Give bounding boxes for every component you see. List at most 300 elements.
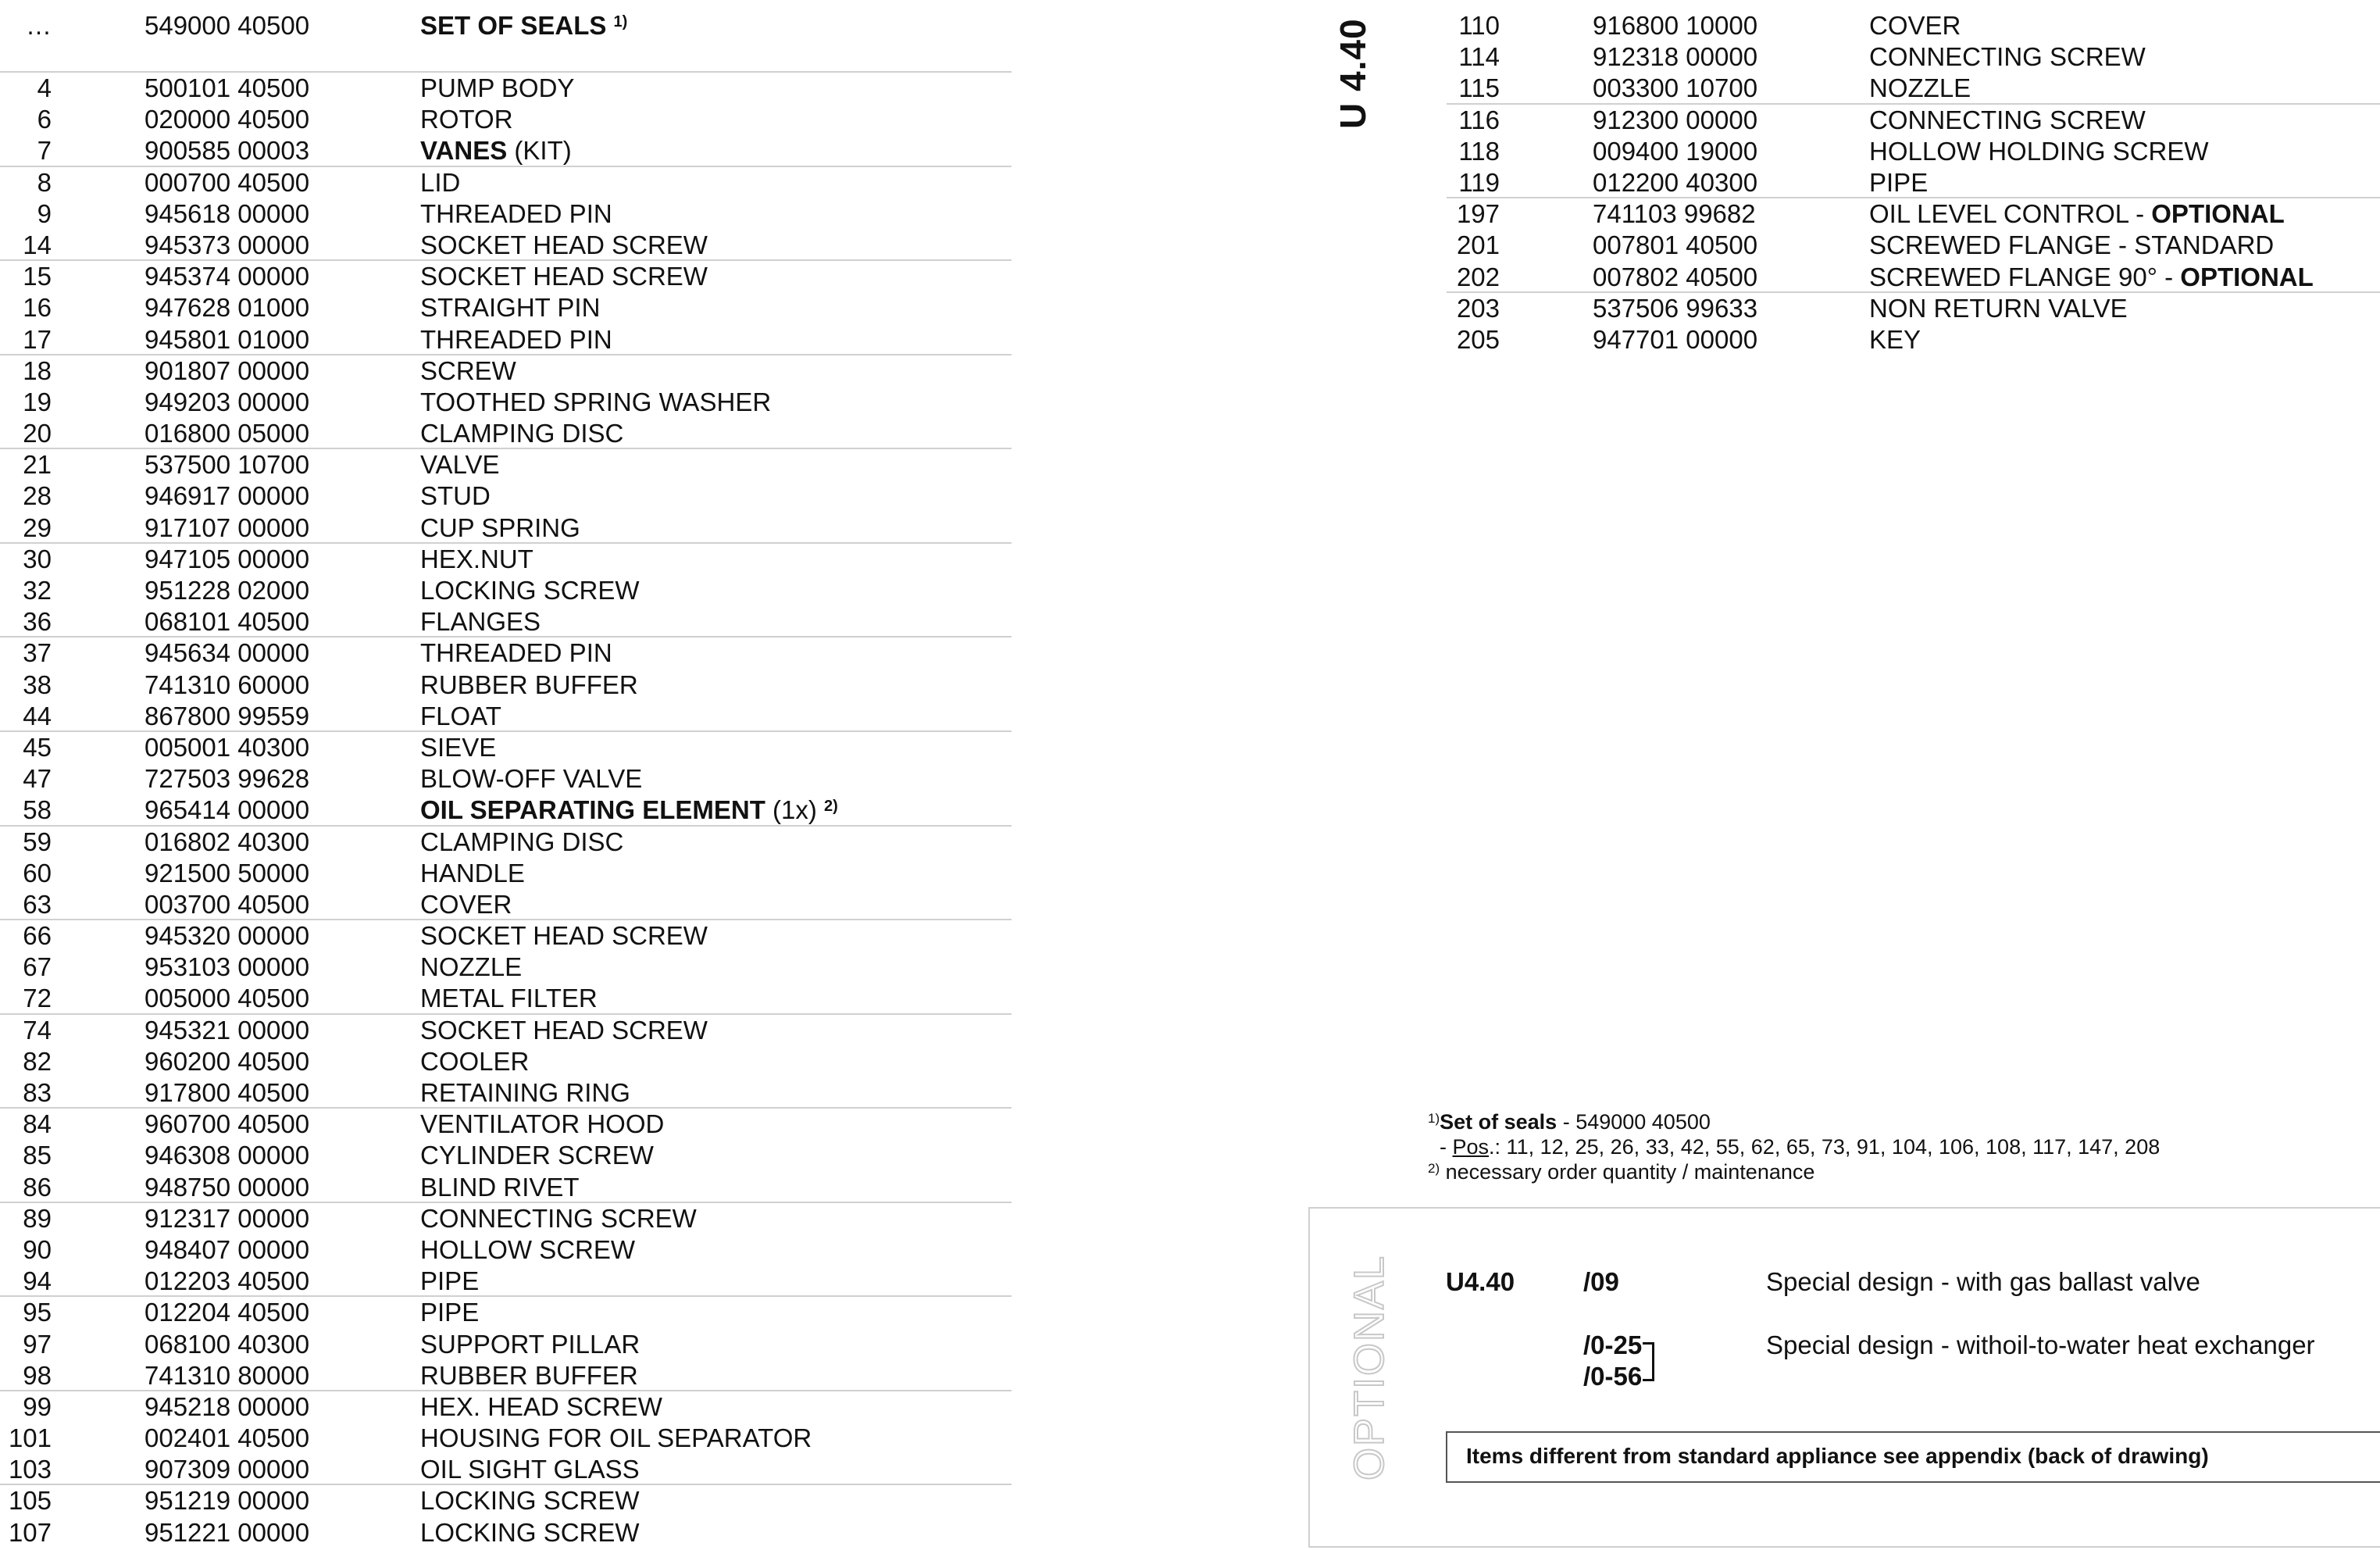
footnote-2: $^{2)}$ necessary order quantity / maintenance	[1428, 1160, 1815, 1184]
position-number: 89	[23, 1203, 52, 1233]
part-description-text: VALVE	[420, 450, 500, 480]
footnote-1-title: Set of seals	[1440, 1110, 1558, 1134]
part-number: 012200 40300	[1593, 167, 1758, 197]
position-number: 38	[23, 670, 52, 699]
part-description-text: RUBBER BUFFER	[420, 670, 638, 699]
part-number: 016802 40300	[145, 827, 310, 856]
part-description	[420, 1330, 640, 1359]
position-number: 8	[37, 167, 52, 197]
position-number: 44	[23, 701, 52, 730]
part-description-text: LOCKING SCREW	[420, 576, 640, 605]
part-description-text: THREADED PIN	[420, 198, 612, 228]
table-row	[0, 10, 1012, 73]
part-description-text: SOCKET HEAD SCREW	[420, 262, 708, 291]
part-description	[420, 1079, 630, 1107]
part-description-text: COVER	[420, 889, 512, 919]
position-number: 18	[23, 355, 52, 385]
part-description-bold: VANES	[420, 136, 508, 166]
table-row	[1447, 230, 2380, 261]
part-description	[420, 702, 501, 730]
position-number: 20	[23, 419, 52, 448]
table-row	[0, 1109, 1012, 1140]
part-description-text: HEX. HEAD SCREW	[420, 1391, 662, 1421]
part-description-text: NOZZLE	[1869, 73, 1971, 103]
table-row	[0, 230, 1012, 261]
table-row	[0, 795, 1012, 826]
part-description-text: COOLER	[420, 1046, 530, 1076]
part-description	[1869, 326, 1921, 354]
footnote-pos-label: Pos	[1452, 1135, 1490, 1159]
part-description	[420, 1298, 479, 1327]
part-description-text: SCREWED FLANGE - STANDARD	[1869, 230, 2275, 260]
table-row	[0, 1517, 1012, 1548]
part-number: 945374 00000	[145, 262, 310, 291]
part-number: 947628 01000	[145, 293, 310, 323]
part-description	[420, 1236, 635, 1264]
part-description	[420, 545, 533, 573]
part-description-text: CONNECTING SCREW	[420, 1203, 697, 1233]
part-description-text: PIPE	[1869, 167, 1929, 197]
part-description	[420, 357, 516, 385]
position-number: 201	[1456, 230, 1500, 260]
part-description	[1869, 138, 2209, 166]
table-row	[0, 1140, 1012, 1171]
part-description	[420, 828, 623, 856]
position-number: 114	[1458, 42, 1500, 72]
part-description	[420, 137, 572, 165]
part-number: 005001 40300	[145, 732, 310, 762]
part-description-text: (1x)	[765, 795, 817, 825]
table-row	[1447, 262, 2380, 293]
part-number: 912300 00000	[1593, 105, 1758, 134]
bracket-mark	[1643, 1342, 1654, 1381]
position-number: 103	[8, 1455, 52, 1484]
part-description-text: STRAIGHT PIN	[420, 293, 601, 323]
part-description	[420, 1362, 638, 1390]
part-description	[420, 105, 513, 134]
table-row	[0, 1297, 1012, 1328]
part-description	[420, 388, 771, 416]
part-number: 965414 00000	[145, 795, 310, 825]
part-description-text: CLAMPING DISC	[420, 827, 624, 856]
part-number: 020000 40500	[145, 105, 310, 134]
table-row	[1447, 167, 2380, 198]
part-number: 005000 40500	[145, 984, 310, 1013]
position-number: 98	[23, 1360, 52, 1390]
position-number: 16	[23, 293, 52, 323]
table-row	[1447, 73, 2380, 104]
part-description-text: HANDLE	[420, 858, 525, 888]
part-description-bold: SET OF SEALS	[420, 11, 607, 40]
table-row	[0, 952, 1012, 983]
part-description	[420, 262, 708, 291]
part-description	[420, 231, 708, 259]
position-number: 14	[23, 230, 52, 259]
part-description	[420, 891, 512, 919]
part-number: 946917 00000	[145, 481, 310, 511]
table-row	[0, 198, 1012, 230]
position-number: 90	[23, 1234, 52, 1264]
table-row	[0, 858, 1012, 889]
table-row	[0, 324, 1012, 355]
table-row	[0, 1485, 1012, 1516]
part-number: 945320 00000	[145, 921, 310, 951]
part-description	[1869, 74, 1971, 102]
part-number: 945618 00000	[145, 198, 310, 228]
table-row	[0, 701, 1012, 732]
table-row	[0, 418, 1012, 449]
position-number: 7	[37, 136, 52, 166]
part-description	[420, 1110, 664, 1138]
part-number: 953103 00000	[145, 952, 310, 982]
part-description	[1869, 12, 1961, 40]
optional-desc-gas-ballast: Special design - with gas ballast valve	[1766, 1267, 2200, 1296]
part-description	[420, 74, 574, 102]
part-description	[420, 639, 612, 667]
optional-code-0-56: /0-56	[1583, 1362, 1643, 1391]
part-description	[420, 1487, 640, 1515]
part-description	[420, 1016, 708, 1045]
position-number: 47	[23, 764, 52, 794]
optional-desc-heat-exchanger: Special design - withoil-to-water heat exchanger	[1766, 1330, 2315, 1359]
table-row	[1447, 136, 2380, 167]
part-number: 012203 40500	[145, 1266, 310, 1296]
position-number: 84	[23, 1109, 52, 1139]
part-description-text: HEX.NUT	[420, 544, 533, 573]
position-number: 72	[23, 984, 52, 1013]
table-row	[1447, 105, 2380, 136]
part-description-text: NOZZLE	[420, 952, 523, 982]
appendix-note: Items different from standard appliance see appendix (back of drawing)	[1466, 1444, 2209, 1468]
part-description	[1869, 295, 2128, 323]
position-number: 203	[1456, 293, 1500, 323]
part-description	[420, 577, 640, 605]
position-number: 86	[23, 1172, 52, 1202]
part-number: 917107 00000	[145, 512, 310, 542]
part-description-text: OIL LEVEL CONTROL -	[1869, 199, 2152, 229]
table-row	[0, 135, 1012, 166]
part-description	[420, 420, 623, 448]
table-row	[0, 606, 1012, 638]
position-number: 105	[8, 1486, 52, 1516]
part-number: 945321 00000	[145, 1015, 310, 1045]
position-number: 6	[37, 105, 52, 134]
part-description-bold: OIL SEPARATING ELEMENT	[420, 795, 765, 825]
part-description-text: PIPE	[420, 1266, 480, 1296]
table-row	[0, 670, 1012, 701]
position-number: 15	[23, 262, 52, 291]
position-number: 9	[37, 198, 52, 228]
part-description	[420, 765, 642, 793]
parts-list-left	[0, 10, 1012, 1548]
footnote-1-positions: - Pos.: 11, 12, 25, 26, 33, 42, 55, 62, 65, 73, 91, 104, 106, 108, 117, 147, 208	[1440, 1135, 2161, 1159]
table-row	[0, 292, 1012, 323]
table-row	[0, 1391, 1012, 1423]
position-number: 37	[23, 638, 52, 668]
part-description-text: PUMP BODY	[420, 73, 575, 102]
part-number: 951221 00000	[145, 1517, 310, 1547]
part-description-text: SIEVE	[420, 732, 497, 762]
part-description	[420, 1173, 580, 1202]
table-row	[0, 1203, 1012, 1234]
part-description-text: METAL FILTER	[420, 984, 598, 1013]
position-number: 107	[8, 1517, 52, 1547]
part-description-bold: OPTIONAL	[2180, 262, 2314, 291]
footnote-pos-list: .: 11, 12, 25, 26, 33, 42, 55, 62, 65, 73, 91, 104, 106, 108, 117, 147, 208	[1489, 1135, 2161, 1159]
appendix-note-box	[1446, 1431, 2380, 1483]
position-number: 110	[1458, 11, 1500, 40]
table-row	[0, 512, 1012, 544]
table-row	[0, 480, 1012, 512]
table-row	[1447, 293, 2380, 324]
part-number: 951219 00000	[145, 1486, 310, 1516]
part-number: 960200 40500	[145, 1046, 310, 1076]
table-row	[0, 1234, 1012, 1266]
part-number: 945218 00000	[145, 1391, 310, 1421]
part-description	[420, 1048, 529, 1076]
part-description	[1869, 263, 2314, 291]
part-number: 537506 99633	[1593, 293, 1758, 323]
part-number: 947701 00000	[1593, 324, 1758, 354]
part-description	[420, 1393, 662, 1421]
part-description-text: ROTOR	[420, 105, 513, 134]
part-description-bold: OPTIONAL	[2151, 199, 2285, 229]
part-description	[420, 200, 612, 228]
part-description-text: CLAMPING DISC	[420, 419, 624, 448]
part-description-text: RUBBER BUFFER	[420, 1360, 638, 1390]
part-description-text: (KIT)	[507, 136, 572, 166]
table-row	[0, 763, 1012, 795]
part-description	[1869, 106, 2146, 134]
part-number: 741310 80000	[145, 1360, 310, 1390]
part-description-text: HOUSING FOR OIL SEPARATOR	[420, 1423, 812, 1453]
footnote-ref: 2)	[824, 798, 838, 816]
table-row	[0, 638, 1012, 669]
part-number: 537500 10700	[145, 450, 310, 480]
position-number: 74	[23, 1015, 52, 1045]
part-description-text: SUPPORT PILLAR	[420, 1329, 640, 1359]
optional-model: U4.40	[1446, 1267, 1515, 1296]
part-number: 912318 00000	[1593, 42, 1758, 72]
part-description	[1869, 231, 2274, 259]
part-description	[420, 1141, 654, 1170]
position-number: 101	[8, 1423, 52, 1453]
position-number: 99	[23, 1391, 52, 1421]
optional-box	[1308, 1207, 2380, 1548]
footnote-1: $^{1)}$Set of seals - 549000 40500	[1428, 1110, 1711, 1134]
part-description-text: RETAINING RING	[420, 1078, 630, 1107]
part-description	[420, 514, 580, 542]
part-number: 003700 40500	[145, 889, 310, 919]
position-number: 83	[23, 1078, 52, 1107]
part-number: 960700 40500	[145, 1109, 310, 1139]
position-number: 28	[23, 481, 52, 511]
table-row	[1447, 41, 2380, 73]
part-number: 549000 40500	[145, 11, 310, 40]
position-number: 17	[23, 324, 52, 354]
part-description	[420, 294, 600, 322]
table-row	[1447, 324, 2380, 355]
table-row	[0, 544, 1012, 575]
part-description	[420, 1455, 640, 1484]
position-number: 4	[37, 73, 52, 102]
part-description-text: SOCKET HEAD SCREW	[420, 921, 708, 951]
position-number: 118	[1458, 136, 1500, 166]
part-number: 007802 40500	[1593, 262, 1758, 291]
part-description	[420, 451, 500, 479]
part-description-text: BLOW-OFF VALVE	[420, 764, 643, 794]
part-description	[420, 12, 627, 40]
part-description-text: STUD	[420, 481, 491, 511]
part-description	[420, 1205, 697, 1233]
position-number: 119	[1458, 167, 1500, 197]
part-number: 500101 40500	[145, 73, 310, 102]
part-number: 009400 19000	[1593, 136, 1758, 166]
part-description-text: CONNECTING SCREW	[1869, 42, 2146, 72]
position-number: 85	[23, 1141, 52, 1170]
table-row	[0, 827, 1012, 858]
part-description	[420, 1519, 640, 1547]
position-number: 58	[23, 795, 52, 825]
part-description-text: SOCKET HEAD SCREW	[420, 1015, 708, 1045]
part-description-text: THREADED PIN	[420, 638, 612, 668]
table-row	[0, 1454, 1012, 1485]
part-description-text: CUP SPRING	[420, 512, 580, 542]
part-number: 900585 00003	[145, 136, 310, 166]
position-number: 60	[23, 858, 52, 888]
table-row	[0, 167, 1012, 198]
table-row	[0, 1266, 1012, 1297]
part-description	[420, 169, 460, 197]
part-number: 016800 05000	[145, 419, 310, 448]
table-row	[0, 575, 1012, 606]
part-description	[420, 734, 496, 762]
part-description-text: SCREW	[420, 355, 516, 385]
position-number: 116	[1458, 105, 1500, 134]
position-number: 59	[23, 827, 52, 856]
table-row	[0, 261, 1012, 292]
position-number: 202	[1456, 262, 1500, 291]
part-description-text: CONNECTING SCREW	[1869, 105, 2146, 134]
table-row	[0, 73, 1012, 104]
part-number: 951228 02000	[145, 576, 310, 605]
table-row	[0, 449, 1012, 480]
optional-code-09: /09	[1583, 1267, 1619, 1296]
part-description-text: NON RETURN VALVE	[1869, 293, 2128, 323]
part-number: 949203 00000	[145, 387, 310, 416]
footnote-ref: 1)	[613, 13, 628, 30]
position-number: 66	[23, 921, 52, 951]
part-description-text: TOOTHED SPRING WASHER	[420, 387, 772, 416]
table-row	[0, 387, 1012, 418]
part-description-text: OIL SIGHT GLASS	[420, 1455, 640, 1484]
part-number: 947105 00000	[145, 544, 310, 573]
position-number: 21	[23, 450, 52, 480]
part-description	[420, 922, 708, 950]
position-number: 94	[23, 1266, 52, 1296]
part-number: 007801 40500	[1593, 230, 1758, 260]
part-description	[420, 953, 522, 981]
optional-code-0-25: /0-25	[1583, 1330, 1643, 1359]
part-number: 917800 40500	[145, 1078, 310, 1107]
part-number: 002401 40500	[145, 1423, 310, 1453]
position-number: 197	[1456, 199, 1500, 229]
part-description-text: PIPE	[420, 1298, 480, 1327]
part-description-text: LID	[420, 167, 461, 197]
part-number: 867800 99559	[145, 701, 310, 730]
part-number: 946308 00000	[145, 1141, 310, 1170]
table-row	[0, 1423, 1012, 1454]
part-number: 948407 00000	[145, 1234, 310, 1264]
position-number: 30	[23, 544, 52, 573]
part-description	[420, 1424, 812, 1452]
position-number: 36	[23, 607, 52, 637]
part-description	[420, 482, 491, 510]
table-row	[0, 1360, 1012, 1391]
table-row	[0, 983, 1012, 1014]
table-row	[0, 1329, 1012, 1360]
position-number: 45	[23, 732, 52, 762]
footnote-1-number: - 549000 40500	[1557, 1110, 1711, 1134]
position-number: …	[26, 11, 52, 40]
table-row	[1447, 10, 2380, 41]
optional-label: OPTIONAL	[1346, 1254, 1393, 1480]
part-number: 068101 40500	[145, 607, 310, 637]
part-number: 012204 40500	[145, 1298, 310, 1327]
part-description	[420, 984, 598, 1012]
table-row	[0, 920, 1012, 952]
part-description	[420, 608, 541, 636]
table-row	[1447, 198, 2380, 230]
part-number: 916800 10000	[1593, 11, 1758, 40]
part-description-text: LOCKING SCREW	[420, 1517, 640, 1547]
part-number: 912317 00000	[145, 1203, 310, 1233]
part-description-text: KEY	[1869, 324, 1921, 354]
part-number: 901807 00000	[145, 355, 310, 385]
part-description-text: THREADED PIN	[420, 324, 612, 354]
part-description-text: SOCKET HEAD SCREW	[420, 230, 708, 259]
part-description	[1869, 200, 2285, 228]
part-number: 945634 00000	[145, 638, 310, 668]
part-description-text: VENTILATOR HOOD	[420, 1109, 665, 1139]
table-row	[0, 1046, 1012, 1077]
part-description-text: LOCKING SCREW	[420, 1486, 640, 1516]
part-description	[1869, 169, 1928, 197]
part-description-text: HOLLOW SCREW	[420, 1234, 636, 1264]
part-description-text: CYLINDER SCREW	[420, 1141, 654, 1170]
part-description-text: FLANGES	[420, 607, 541, 637]
part-number: 003300 10700	[1593, 73, 1758, 103]
position-number: 29	[23, 512, 52, 542]
position-number: 19	[23, 387, 52, 416]
part-number: 000700 40500	[145, 167, 310, 197]
position-number: 67	[23, 952, 52, 982]
table-row	[0, 732, 1012, 763]
position-number: 205	[1456, 324, 1500, 354]
table-row	[0, 1077, 1012, 1109]
part-number: 945801 01000	[145, 324, 310, 354]
part-description	[1869, 43, 2146, 71]
footnotes	[1428, 1109, 2160, 1184]
table-row	[0, 1015, 1012, 1046]
part-description	[420, 671, 638, 699]
part-number: 945373 00000	[145, 230, 310, 259]
position-number: 32	[23, 576, 52, 605]
part-description	[420, 326, 612, 354]
position-number: 95	[23, 1298, 52, 1327]
part-description-text: HOLLOW HOLDING SCREW	[1869, 136, 2209, 166]
parts-list-right	[1447, 10, 2380, 355]
